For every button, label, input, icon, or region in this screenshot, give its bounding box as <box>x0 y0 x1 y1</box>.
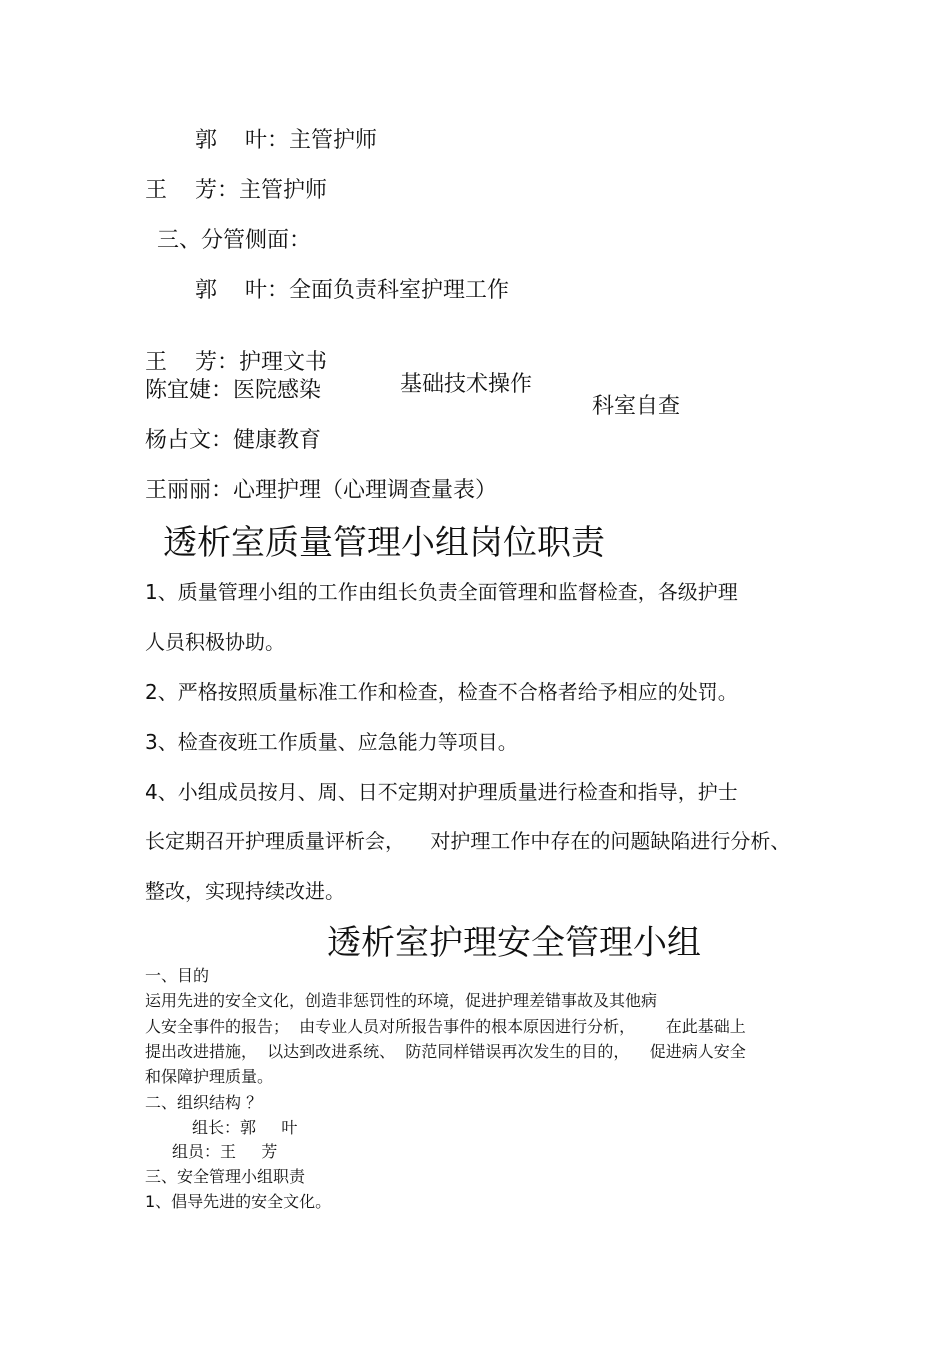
quality-item-4-line-1: 4、小组成员按月、周、日不定期对护理质量进行检查和指导，护士 <box>145 780 738 804</box>
roster-line-guo-ye-title: 郭 叶：主管护师 <box>195 128 377 153</box>
duty-basic-skills: 基础技术操作 <box>400 372 533 397</box>
safety-group-member: 组员：王 芳 <box>172 1142 278 1161</box>
roster-line-chen-yijie: 陈宜婕：医院感染 <box>145 378 322 403</box>
roster-heading-division: 三、分管侧面： <box>157 228 312 253</box>
duty-self-check: 科室自查 <box>592 394 681 419</box>
safety-purpose-line-2: 人安全事件的报告； 由专业人员对所报告事件的根本原因进行分析， 在此基础上 <box>145 1017 746 1036</box>
safety-heading-structure: 二、组织结构 ？ <box>145 1093 263 1112</box>
quality-item-1-line-2: 人员积极协助。 <box>145 630 285 654</box>
safety-heading-purpose: 一、目的 <box>145 966 210 985</box>
duty-documents: 王 芳：护理文书 <box>145 350 327 375</box>
roster-line-guo-ye-duty: 郭 叶：全面负责科室护理工作 <box>195 278 509 303</box>
quality-item-1-line-1: 1、质量管理小组的工作由组长负责全面管理和监督检查，各级护理 <box>145 580 738 604</box>
safety-purpose-line-1: 运用先进的安全文化，创造非惩罚性的环境，促进护理差错事故及其他病 <box>145 991 658 1010</box>
quality-item-2: 2、严格按照质量标准工作和检查，检查不合格者给予相应的处罚。 <box>145 680 738 704</box>
safety-duty-1: 1、倡导先进的安全文化。 <box>145 1192 332 1211</box>
section-title-quality-group: 透析室质量管理小组岗位职责 <box>163 523 605 563</box>
safety-purpose-line-3: 提出改进措施， 以达到改进系统、 防范同样错误再次发生的目的， 促进病人安全 <box>145 1042 746 1061</box>
roster-line-yang-zhanwen: 杨占文：健康教育 <box>145 428 322 453</box>
roster-line-wang-lili: 王丽丽：心理护理（心理调查量表） <box>145 478 498 503</box>
safety-heading-duties: 三、安全管理小组职责 <box>145 1167 306 1186</box>
section-title-safety-group: 透析室护理安全管理小组 <box>327 923 701 963</box>
quality-item-3: 3、检查夜班工作质量、应急能力等项目。 <box>145 730 518 754</box>
quality-item-4-line-2: 长定期召开护理质量评析会， 对护理工作中存在的问题缺陷进行分析、 <box>145 829 791 853</box>
quality-item-4-line-3: 整改，实现持续改进。 <box>145 879 345 903</box>
roster-line-wang-fang-title: 王 芳：主管护师 <box>145 178 327 203</box>
safety-group-leader: 组长：郭 叶 <box>192 1118 298 1137</box>
safety-purpose-line-4: 和保障护理质量。 <box>145 1067 274 1086</box>
